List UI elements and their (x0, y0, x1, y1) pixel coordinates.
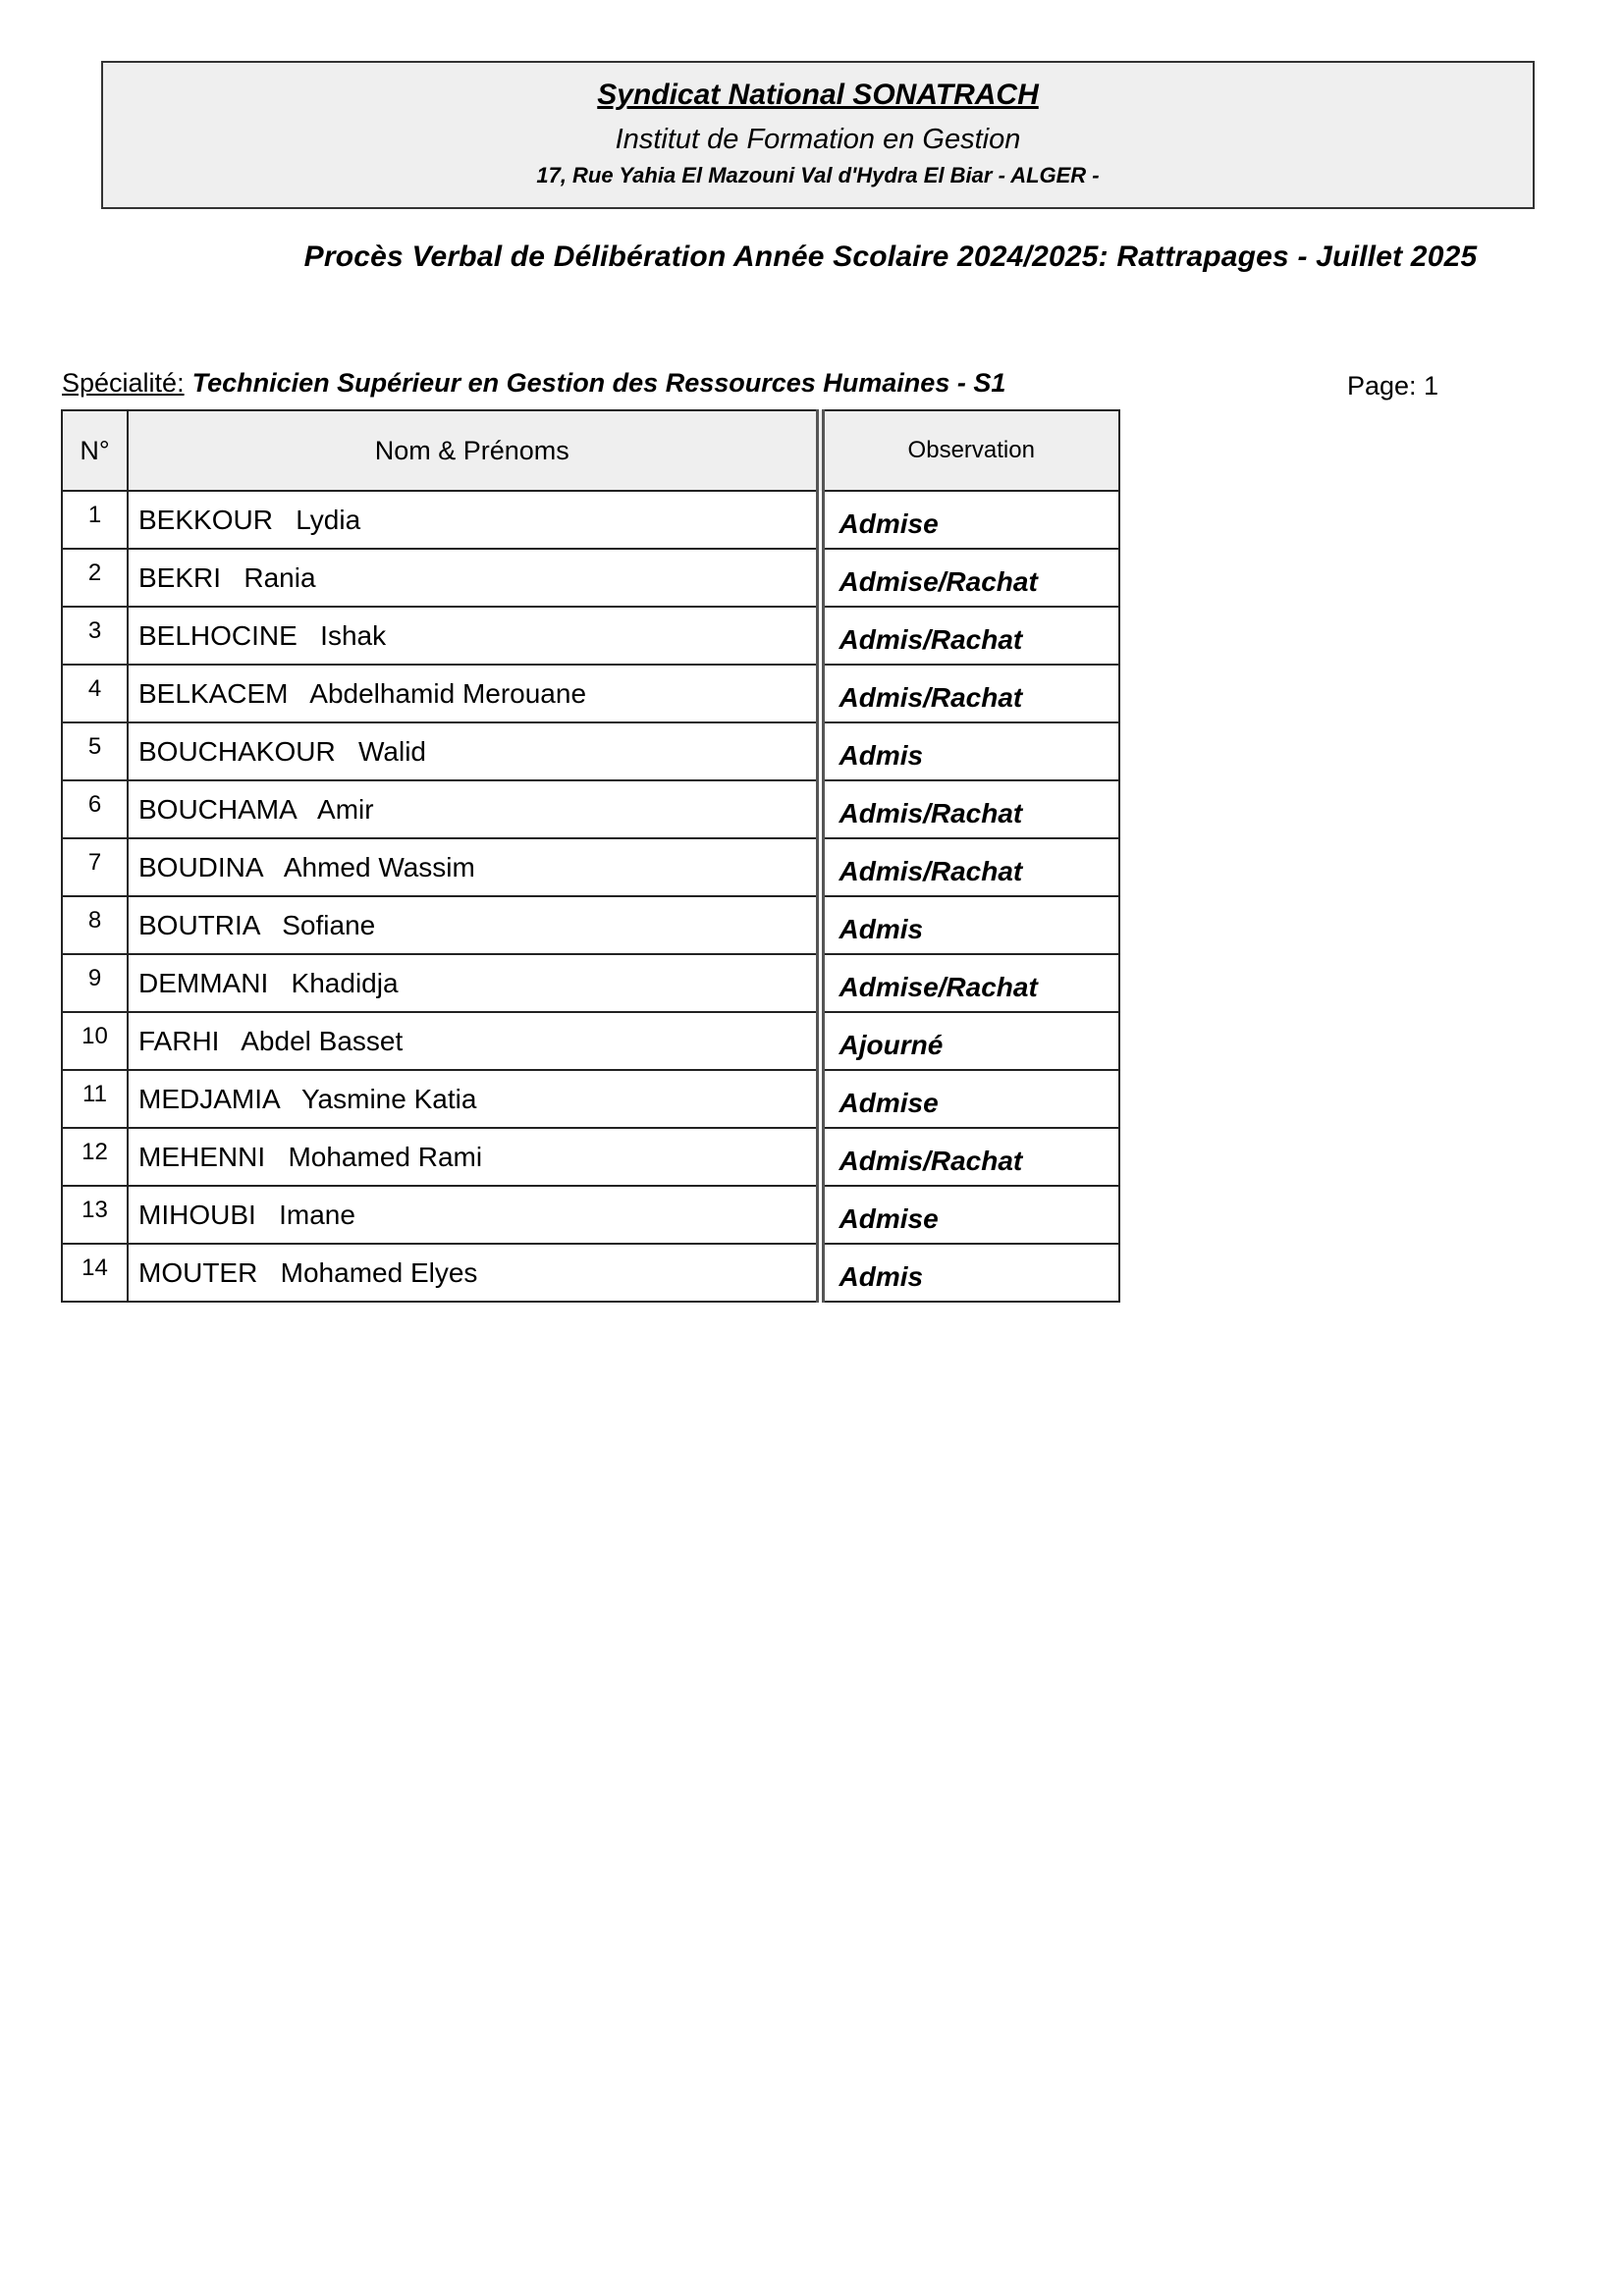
student-name: BELHOCINE Ishak (128, 607, 820, 665)
student-name: BOUCHAKOUR Walid (128, 722, 820, 780)
header-name: Nom & Prénoms (128, 410, 820, 491)
row-num: 1 (62, 491, 128, 549)
student-name: BELKACEM Abdelhamid Merouane (128, 665, 820, 722)
student-name: BOUDINA Ahmed Wassim (128, 838, 820, 896)
observation: Admis/Rachat (820, 665, 1119, 722)
table-row (62, 607, 1119, 665)
address: 17, Rue Yahia El Mazouni Val d'Hydra El Biar - ALGER - (536, 163, 1100, 187)
student-name: BEKKOUR Lydia (128, 491, 820, 549)
observation: Ajourné (820, 1012, 1119, 1070)
row-num: 7 (62, 838, 128, 896)
observation: Admis (820, 722, 1119, 780)
table-row (62, 780, 1119, 838)
row-num: 5 (62, 722, 128, 780)
letterhead (101, 61, 1535, 209)
table-row (62, 838, 1119, 896)
row-num: 2 (62, 549, 128, 607)
student-name: FARHI Abdel Basset (128, 1012, 820, 1070)
table-row (62, 1128, 1119, 1186)
observation: Admis/Rachat (820, 1128, 1119, 1186)
observation: Admise (820, 1186, 1119, 1244)
table-row (62, 1186, 1119, 1244)
row-num: 3 (62, 607, 128, 665)
observation: Admise (820, 1070, 1119, 1128)
observation: Admise/Rachat (820, 549, 1119, 607)
page-number: Page: 1 (1347, 371, 1439, 400)
row-num: 14 (62, 1244, 128, 1302)
row-num: 9 (62, 954, 128, 1012)
specialite (62, 368, 1005, 399)
observation: Admis/Rachat (820, 607, 1119, 665)
row-num: 12 (62, 1128, 128, 1186)
table-row (62, 896, 1119, 954)
table-row (62, 1070, 1119, 1128)
observation: Admise/Rachat (820, 954, 1119, 1012)
table-row (62, 1012, 1119, 1070)
student-name: BEKRI Rania (128, 549, 820, 607)
table-row (62, 549, 1119, 607)
student-name: BOUCHAMA Amir (128, 780, 820, 838)
organization-name: Syndicat National SONATRACH (597, 79, 1039, 111)
student-name: DEMMANI Khadidja (128, 954, 820, 1012)
row-num: 11 (62, 1070, 128, 1128)
row-num: 8 (62, 896, 128, 954)
table-row (62, 954, 1119, 1012)
table-row (62, 665, 1119, 722)
specialite-label: Spécialité: (62, 368, 185, 398)
header-num: N° (62, 410, 128, 491)
row-num: 13 (62, 1186, 128, 1244)
results-table (61, 409, 1120, 1303)
row-num: 4 (62, 665, 128, 722)
student-name: MEHENNI Mohamed Rami (128, 1128, 820, 1186)
student-name: MIHOUBI Imane (128, 1186, 820, 1244)
row-num: 6 (62, 780, 128, 838)
table-row (62, 491, 1119, 549)
specialite-value: Technicien Supérieur en Gestion des Ressources Humaines - S1 (191, 368, 1006, 398)
observation: Admise (820, 491, 1119, 549)
table-row (62, 722, 1119, 780)
observation: Admis (820, 896, 1119, 954)
table-header-row (62, 410, 1119, 491)
observation: Admis/Rachat (820, 780, 1119, 838)
observation: Admis (820, 1244, 1119, 1302)
row-num: 10 (62, 1012, 128, 1070)
student-name: MOUTER Mohamed Elyes (128, 1244, 820, 1302)
document-title: Procès Verbal de Délibération Année Scolaire 2024/2025: Rattrapages - Juillet 2025 (303, 240, 1478, 273)
student-name: MEDJAMIA Yasmine Katia (128, 1070, 820, 1128)
observation: Admis/Rachat (820, 838, 1119, 896)
institute-name: Institut de Formation en Gestion (615, 124, 1021, 155)
student-name: BOUTRIA Sofiane (128, 896, 820, 954)
table-row (62, 1244, 1119, 1302)
header-observation: Observation (820, 410, 1119, 491)
